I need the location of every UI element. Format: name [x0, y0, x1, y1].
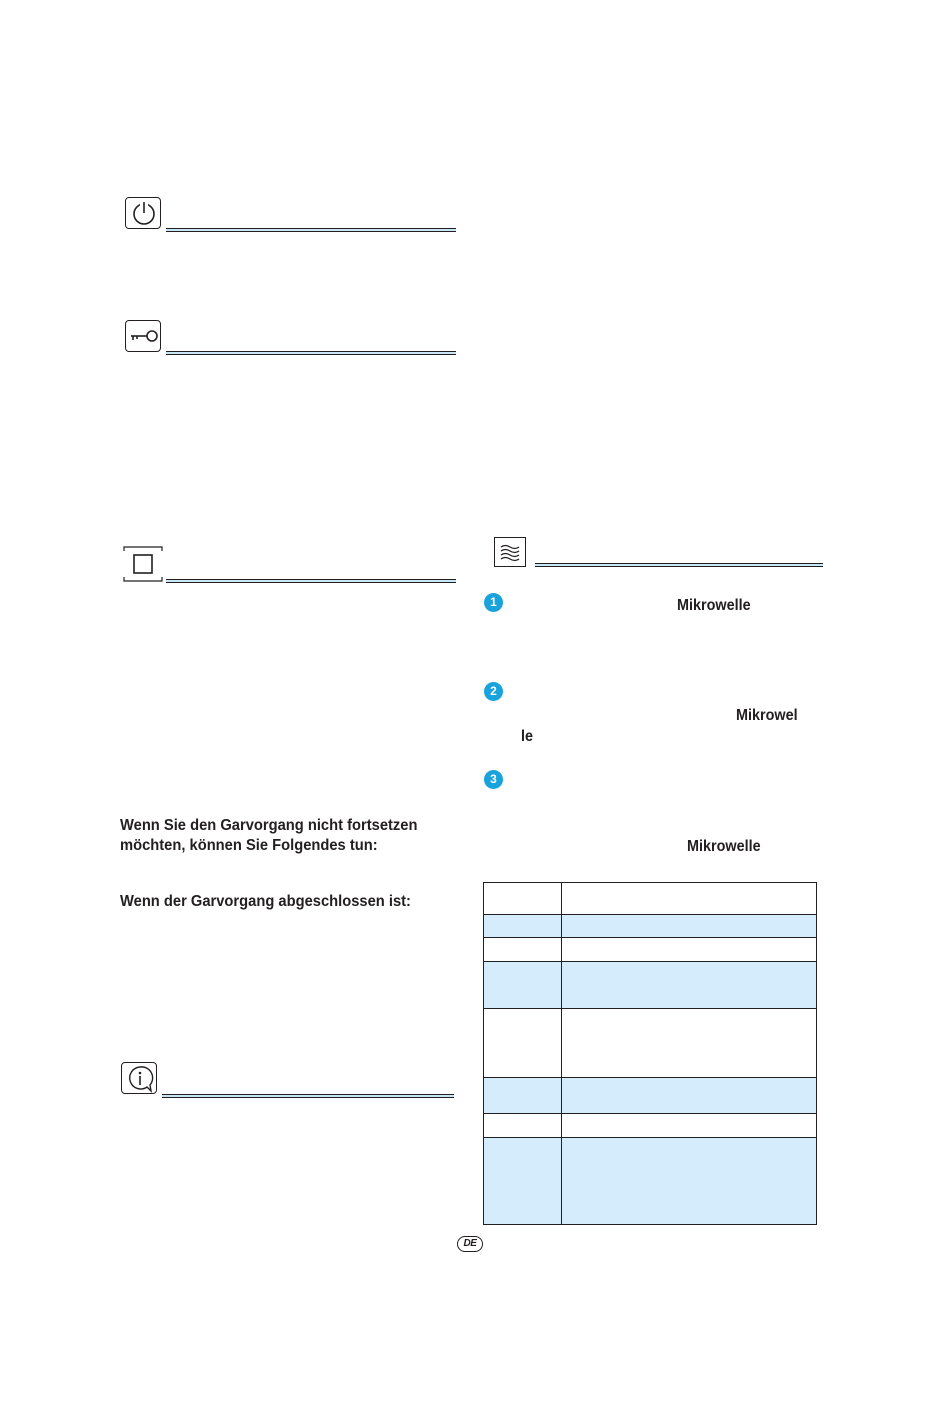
microwave-icon [494, 537, 526, 567]
step-2-number: 2 [484, 682, 503, 701]
section-rule-microwave [535, 563, 823, 567]
section-rule-key [166, 351, 456, 355]
step-1-keyword: Mikrowelle [677, 597, 751, 614]
stop-cooking-line1: Wenn Sie den Garvorgang nicht fortsetzen [120, 817, 418, 834]
section-rule-info [162, 1094, 454, 1098]
table-row [484, 1009, 817, 1078]
language-badge: DE [457, 1236, 483, 1252]
section-rule-power [166, 228, 456, 232]
step-2-keyword-part2: le [521, 728, 534, 745]
step-3-keyword: Mikrowelle [687, 838, 761, 855]
finished-heading: Wenn der Garvorgang abgeschlossen ist: [120, 893, 411, 910]
table-row [484, 1078, 817, 1114]
table-row [484, 883, 817, 915]
table-row [484, 1114, 817, 1138]
table-row [484, 1138, 817, 1225]
table-row [484, 962, 817, 1009]
table-row [484, 915, 817, 938]
section-rule-stop [166, 579, 456, 583]
info-icon [121, 1062, 157, 1094]
step-1-number: 1 [484, 593, 503, 612]
step-2-keyword-part1: Mikrowel [736, 707, 798, 724]
stop-cooking-heading [120, 816, 417, 856]
step-3-number: 3 [484, 770, 503, 789]
table-row [484, 938, 817, 962]
stop-icon [123, 546, 163, 582]
function-table [483, 882, 817, 1225]
stop-cooking-line2: möchten, können Sie Folgendes tun: [120, 837, 378, 854]
key-icon [125, 320, 161, 352]
power-icon [125, 197, 161, 229]
